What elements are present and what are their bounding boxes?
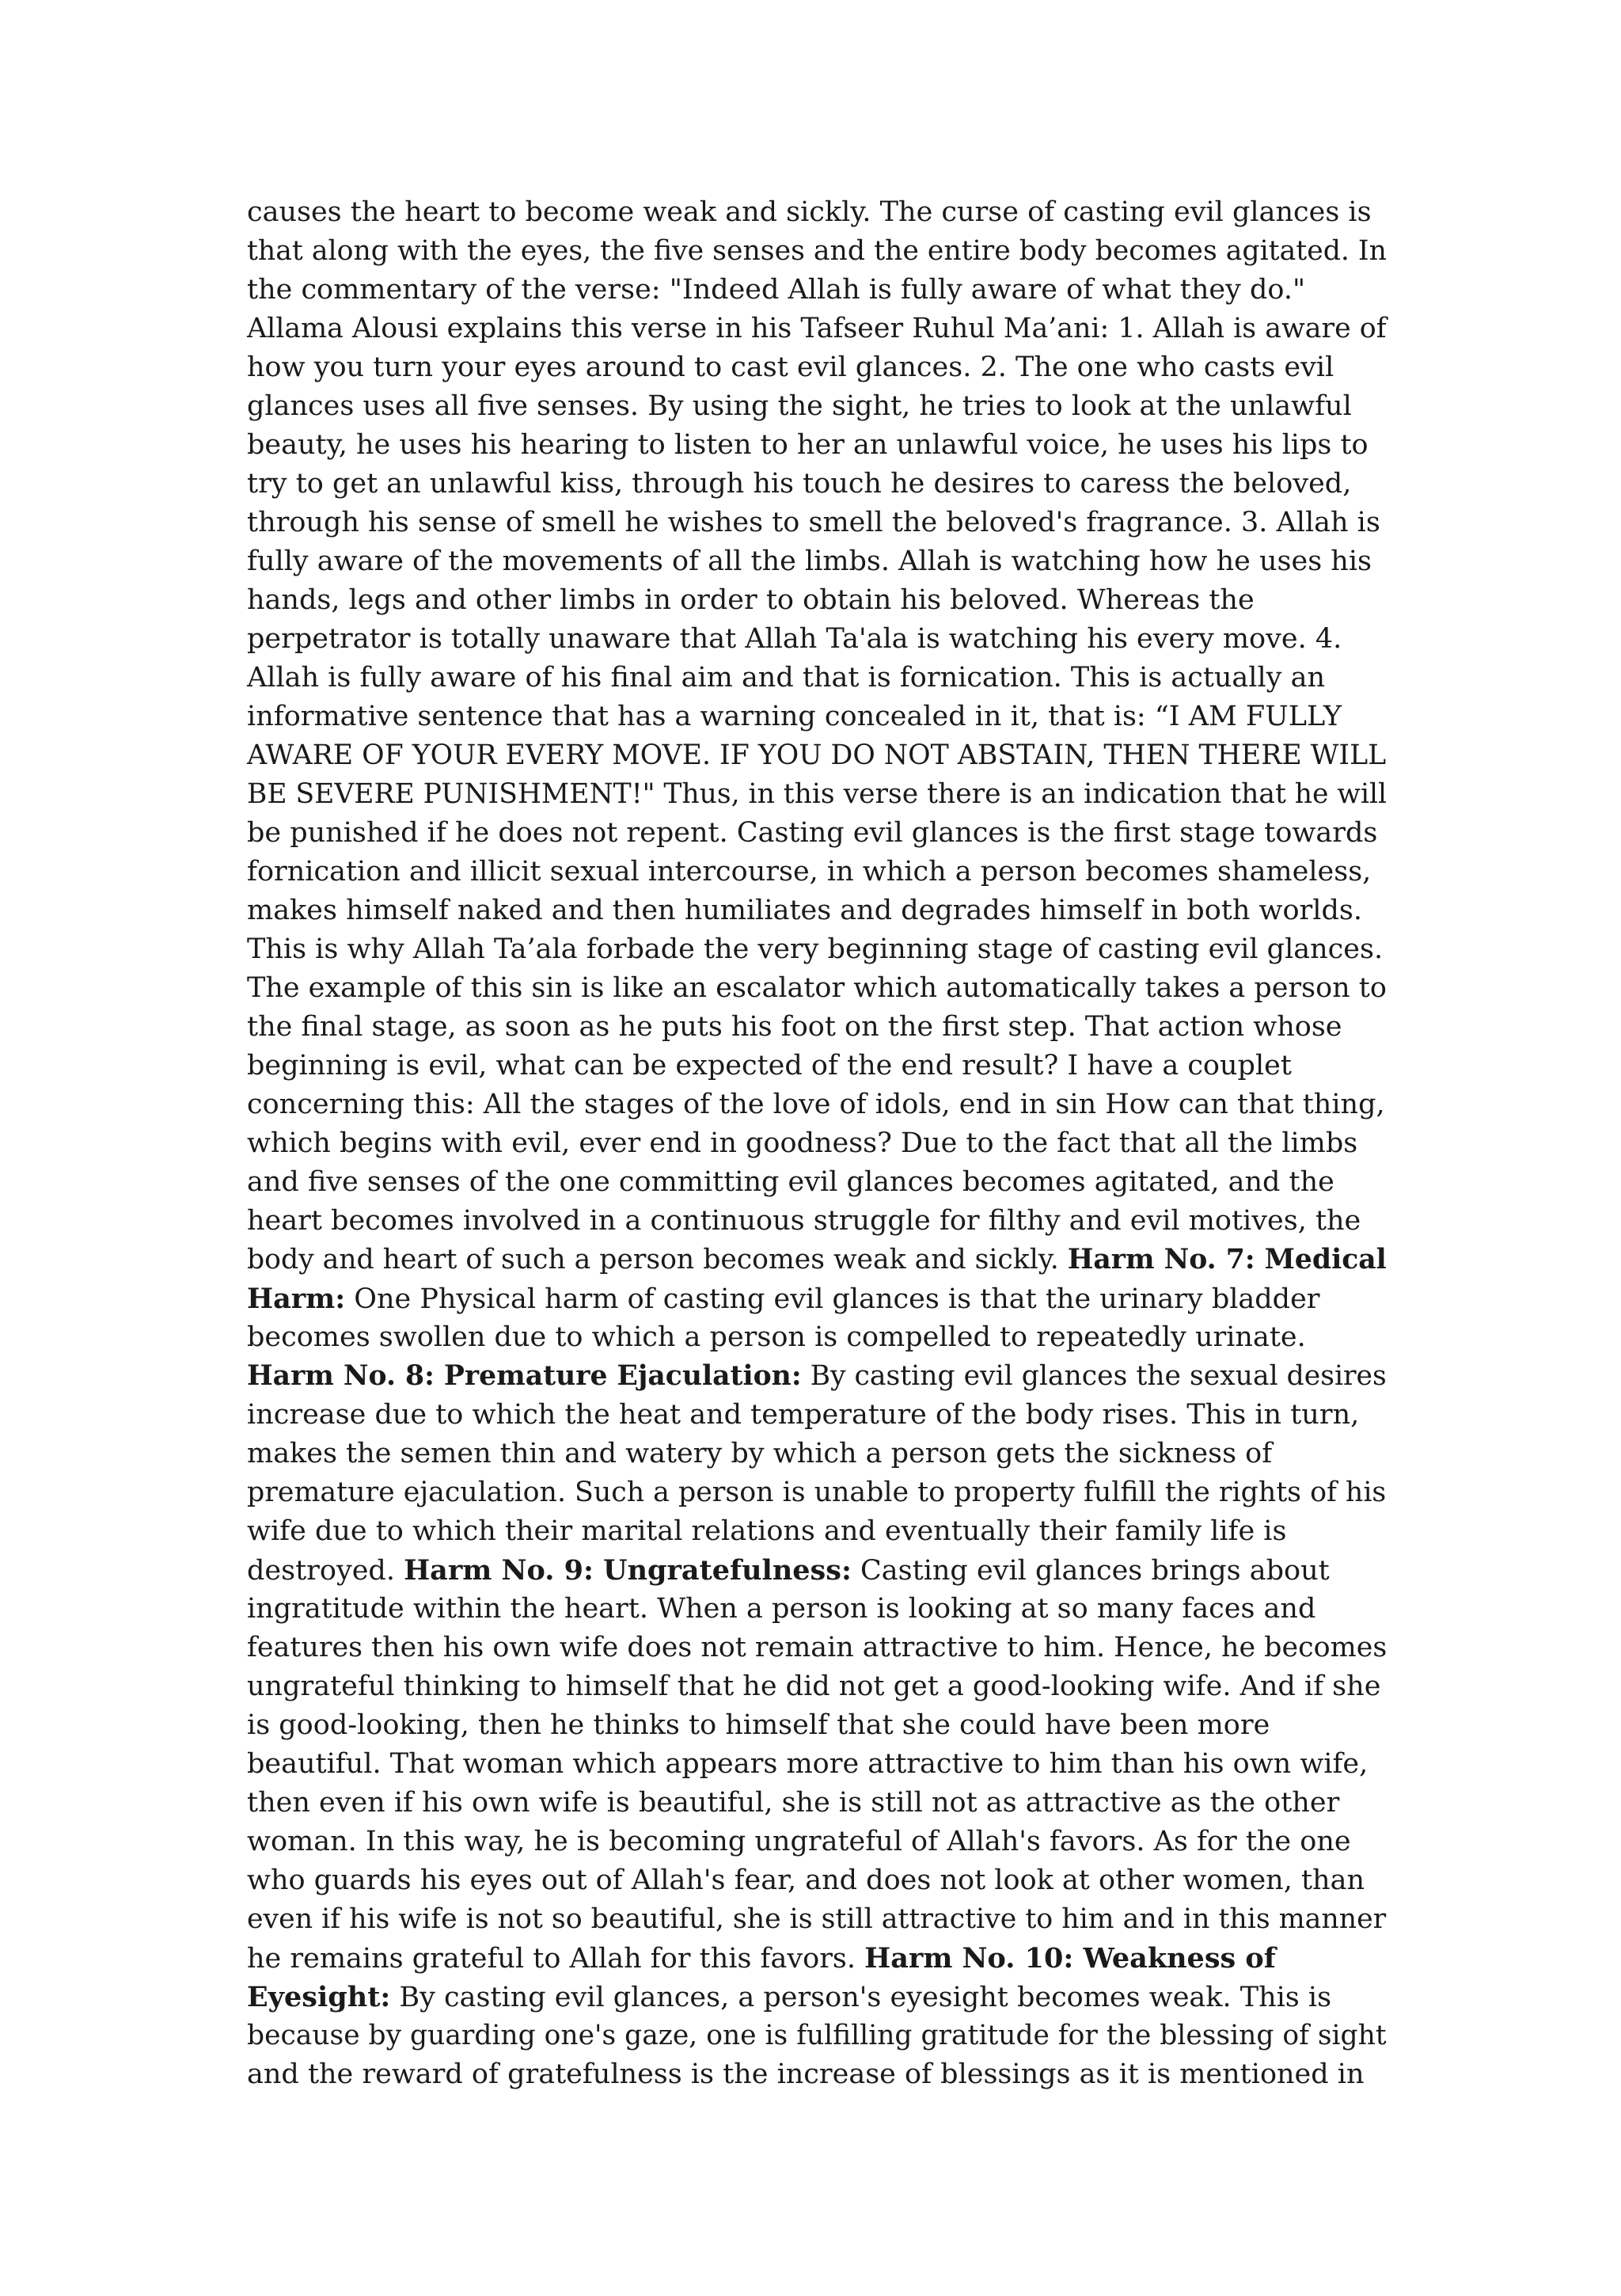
text-line [247,1318,1387,1357]
text-line [247,814,1387,853]
text-run: destroyed. [247,1555,404,1587]
text-run: Allama Alousi explains this verse in his Tafseer Ruhul Ma’ani: 1. Allah is aware of [247,313,1387,344]
text-run: woman. In this way, he is becoming ungrateful of Allah's favors. As for the one [247,1826,1351,1857]
text-line [247,1706,1387,1745]
text-run: features then his own wife does not remain attractive to him. Hence, he becomes [247,1632,1388,1663]
text-line [247,698,1387,736]
text-line [247,1629,1387,1667]
text-run: perpetrator is totally unaware that Allah Ta'ala is watching his every move. 4. [247,623,1342,655]
text-run: then even if his own wife is beautiful, she is still not as attractive as the other [247,1787,1340,1819]
text-run: Allah is fully aware of his final aim and that is fornication. This is actually an [247,662,1325,694]
text-line [247,1590,1387,1629]
text-line [247,232,1387,271]
text-line [247,1435,1387,1473]
text-run: increase due to which the heat and temperature of the body rises. This in turn, [247,1399,1360,1431]
text-line [247,1939,1387,1978]
text-run: BE SEVERE PUNISHMENT!" Thus, in this verse there is an indication that he will [247,778,1388,810]
heading-run: Harm No. 8: Premature Ejaculation: [247,1360,802,1392]
text-run: hands, legs and other limbs in order to obtain his beloved. Whereas the [247,584,1255,616]
text-line [247,348,1387,387]
text-run: concerning this: All the stages of the love of idols, end in sin How can that thing, [247,1089,1385,1120]
text-line [247,736,1387,775]
text-run: wife due to which their marital relations and eventually their family life is [247,1515,1287,1547]
text-line [247,2055,1387,2094]
text-run: which begins with evil, ever end in goodness? Due to the fact that all the limbs [247,1127,1358,1159]
text-line [247,1202,1387,1241]
text-line [247,1667,1387,1706]
text-run: fornication and illicit sexual intercourse, in which a person becomes shameless, [247,856,1372,888]
text-run: One Physical harm of casting evil glances is that the urinary bladder [345,1283,1320,1315]
text-run: glances uses all five senses. By using the sight, he tries to look at the unlawful [247,390,1352,422]
text-line [247,1279,1387,1318]
text-run: fully aware of the movements of all the limbs. Allah is watching how he uses his [247,545,1372,577]
text-line [247,659,1387,698]
text-line [247,1861,1387,1900]
text-run: heart becomes involved in a continuous struggle for filthy and evil motives, the [247,1205,1361,1237]
text-line [247,1047,1387,1085]
text-run: and five senses of the one committing evil glances becomes agitated, and the [247,1166,1334,1198]
text-line [247,1163,1387,1202]
text-run: The example of this sin is like an escalator which automatically takes a person to [247,972,1387,1004]
text-line [247,1473,1387,1512]
heading-run: Harm No. 9: Ungratefulness: [404,1554,852,1587]
text-run: informative sentence that has a warning concealed in it, that is: “I AM FULLY [247,701,1342,732]
body-text [247,193,1387,2094]
text-run: because by guarding one's gaze, one is fulfilling gratitude for the blessing of sight [247,2020,1387,2051]
text-line [247,969,1387,1008]
text-run: the final stage, as soon as he puts his foot on the first step. That action whose [247,1011,1342,1043]
text-run: be punished if he does not repent. Casting evil glances is the first stage towards [247,817,1378,849]
heading-run: Eyesight: [247,1981,391,2013]
text-run: This is why Allah Ta’ala forbade the very beginning stage of casting evil glances. [247,933,1384,965]
text-run: he remains grateful to Allah for this favors. [247,1943,865,1975]
text-run: makes himself naked and then humiliates and degrades himself in both worlds. [247,895,1362,926]
text-line [247,891,1387,930]
text-line [247,310,1387,348]
text-line [247,504,1387,542]
text-line [247,271,1387,310]
text-run: beauty, he uses his hearing to listen to her an unlawful voice, he uses his lips to [247,429,1369,461]
text-line [247,581,1387,620]
text-run: By casting evil glances the sexual desires [801,1360,1387,1392]
text-line [247,1784,1387,1823]
text-line [247,1978,1387,2017]
text-run: By casting evil glances, a person's eyesight becomes weak. This is [390,1982,1332,2013]
text-line [247,620,1387,659]
text-run: premature ejaculation. Such a person is unable to property fulfill the rights of his [247,1477,1387,1508]
text-run: is good-looking, then he thinks to himself that she could have been more [247,1709,1270,1741]
text-run: beautiful. That woman which appears more attractive to him than his own wife, [247,1748,1369,1780]
text-line [247,1241,1387,1279]
text-line [247,1124,1387,1163]
text-line [247,1396,1387,1435]
text-run: ingratitude within the heart. When a person is looking at so many faces and [247,1593,1316,1625]
text-line [247,1745,1387,1784]
text-run: who guards his eyes out of Allah's fear, and does not look at other women, than [247,1865,1365,1896]
text-run: becomes swollen due to which a person is compelled to repeatedly urinate. [247,1321,1306,1353]
text-run: Casting evil glances brings about [851,1555,1330,1587]
text-line [247,1900,1387,1939]
heading-run: Harm No. 10: Weakness of [864,1942,1276,1975]
text-line [247,1085,1387,1124]
text-line [247,1551,1387,1590]
text-line [247,193,1387,232]
text-run: even if his wife is not so beautiful, she is still attractive to him and in this manner [247,1903,1387,1935]
text-line [247,775,1387,814]
text-run: AWARE OF YOUR EVERY MOVE. IF YOU DO NOT ABSTAIN, THEN THERE WILL [247,739,1387,771]
text-run: beginning is evil, what can be expected of the end result? I have a couplet [247,1050,1292,1081]
text-run: that along with the eyes, the five senses and the entire body becomes agitated. In [247,235,1387,267]
text-run: causes the heart to become weak and sickly. The curse of casting evil glances is [247,196,1372,228]
text-line [247,853,1387,891]
text-line [247,1512,1387,1551]
heading-run: Harm: [247,1283,346,1315]
text-line [247,542,1387,581]
text-run: and the reward of gratefulness is the increase of blessings as it is mentioned in [247,2058,1365,2090]
text-line [247,930,1387,969]
text-line [247,2017,1387,2055]
text-run: how you turn your eyes around to cast evil glances. 2. The one who casts evil [247,352,1334,383]
text-run: try to get an unlawful kiss, through his touch he desires to caress the beloved, [247,468,1352,500]
text-run: the commentary of the verse: "Indeed Allah is fully aware of what they do." [247,274,1306,306]
text-line [247,1008,1387,1047]
text-run: makes the semen thin and watery by which a person gets the sickness of [247,1438,1273,1469]
text-line [247,465,1387,504]
text-line [247,426,1387,465]
text-run: body and heart of such a person becomes weak and sickly. [247,1244,1068,1275]
text-run: through his sense of smell he wishes to smell the beloved's fragrance. 3. Allah is [247,507,1380,538]
text-run: ungrateful thinking to himself that he did not get a good-looking wife. And if she [247,1671,1381,1702]
text-line [247,1357,1387,1396]
text-line [247,1823,1387,1861]
text-line [247,387,1387,426]
heading-run: Harm No. 7: Medical [1067,1244,1387,1275]
